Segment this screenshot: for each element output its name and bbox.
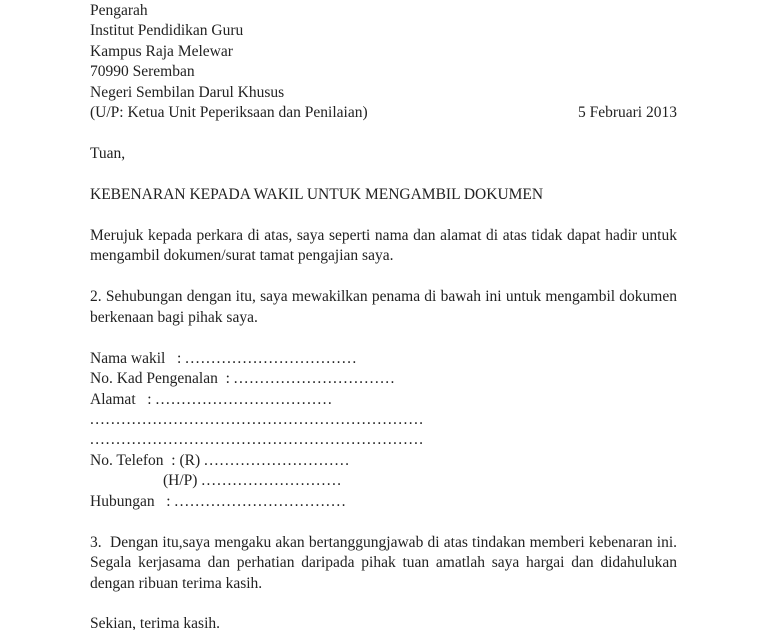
form-row-telefon-hp xyxy=(90,471,677,491)
dotted-fill-line: ............................ xyxy=(204,451,351,469)
form-row-telefon-r xyxy=(90,451,677,471)
form-row-alamat-continued xyxy=(90,410,677,430)
attention-date-row xyxy=(90,103,677,123)
letter-date: 5 Februari 2013 xyxy=(577,104,677,122)
dotted-fill-line: ................................. xyxy=(185,349,358,367)
recipient-line: 70990 Seremban xyxy=(90,63,195,81)
dotted-fill-line: ................................................................ xyxy=(90,410,425,428)
attention-line: (U/P: Ketua Unit Peperiksaan dan Penilaian) xyxy=(90,104,368,122)
dotted-fill-line: ................................................................ xyxy=(90,431,425,449)
form-row-hubungan xyxy=(90,492,677,512)
representative-form xyxy=(90,349,677,513)
recipient-address-block xyxy=(90,1,677,103)
form-label: Hubungan : xyxy=(90,492,175,510)
form-label: (H/P) xyxy=(163,472,202,490)
dotted-fill-line: ........................... xyxy=(201,472,343,490)
dotted-fill-line: ................................. xyxy=(174,492,347,510)
form-label: Nama wakil : xyxy=(90,349,186,367)
dotted-fill-line: ............................... xyxy=(233,370,396,388)
closing-line: Sekian, terima kasih. xyxy=(90,615,220,630)
dotted-fill-line: .................................. xyxy=(155,390,334,408)
form-row-alamat-continued xyxy=(90,430,677,450)
form-row-kad-pengenalan xyxy=(90,369,677,389)
recipient-line: Institut Pendidikan Guru xyxy=(90,22,244,40)
recipient-line: Pengarah xyxy=(90,2,148,19)
form-label: No. Kad Pengenalan : xyxy=(90,370,234,388)
paragraph-1: Merujuk kepada perkara di atas, saya seperti nama dan alamat di atas tidak dapat hadir untuk mengambil dokumen/surat tamat pengajian saya. xyxy=(90,226,677,265)
paragraph-2: 2. Sehubungan dengan itu, saya mewakilkan penama di bawah ini untuk mengambil dokumen berkenaan bagi pihak saya. xyxy=(90,288,677,326)
form-row-nama-wakil xyxy=(90,349,677,369)
form-label: Alamat : xyxy=(90,390,156,408)
form-label: No. Telefon : (R) xyxy=(90,451,204,469)
paragraph-3: 3. Dengan itu,saya mengaku akan bertanggungjawab di atas tindakan memberi kebenaran ini. Segala kerjasama dan perhatian daripada pihak tuan amatlah saya hargai dan didahulukan dengan ribuan terima kasih. xyxy=(90,533,677,592)
form-row-alamat xyxy=(90,390,677,410)
salutation: Tuan, xyxy=(90,145,126,163)
subject-line: KEBENARAN KEPADA WAKIL UNTUK MENGAMBIL DOKUMEN xyxy=(90,186,544,204)
recipient-line: Negeri Sembilan Darul Khusus xyxy=(90,83,285,101)
recipient-line: Kampus Raja Melewar xyxy=(90,42,233,60)
